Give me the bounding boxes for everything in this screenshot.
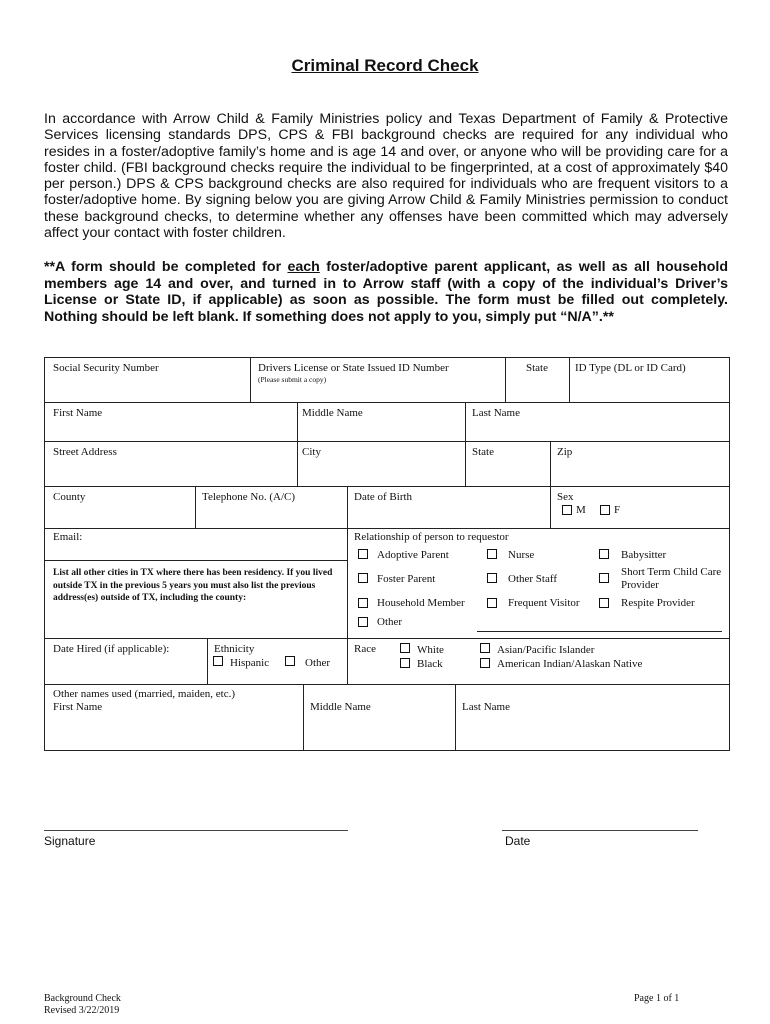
rel-other-staff-checkbox[interactable] xyxy=(487,573,497,583)
rel-foster-label: Foster Parent xyxy=(377,573,436,585)
phone-label: Telephone No. (A/C) xyxy=(202,491,296,503)
rel-foster-checkbox[interactable] xyxy=(358,573,368,583)
relationship-label: Relationship of person to requestor xyxy=(354,531,509,543)
notice-each: each xyxy=(287,259,320,275)
sex-label: Sex xyxy=(557,491,574,503)
race-native-checkbox[interactable] xyxy=(480,658,490,668)
dl-note: (Please submit a copy) xyxy=(258,375,327,384)
ssn-label: Social Security Number xyxy=(53,362,159,374)
rel-adoptive-checkbox[interactable] xyxy=(358,549,368,559)
other-names-label: Other names used (married, maiden, etc.) xyxy=(53,688,236,700)
rel-adoptive-label: Adoptive Parent xyxy=(377,549,449,561)
race-native-label: American Indian/Alaskan Native xyxy=(497,658,643,670)
date-label: Date xyxy=(505,834,531,848)
sex-m-checkbox[interactable] xyxy=(562,505,572,515)
rel-provider-label: Provider xyxy=(621,579,659,591)
rel-frequent-label: Frequent Visitor xyxy=(508,597,580,609)
date-hired-label: Date Hired (if applicable): xyxy=(53,643,170,655)
rel-household-checkbox[interactable] xyxy=(358,598,368,608)
signature-label: Signature xyxy=(44,834,96,848)
dob-label: Date of Birth xyxy=(354,491,413,503)
rel-other-label: Other xyxy=(377,616,403,628)
rel-frequent-checkbox[interactable] xyxy=(487,598,497,608)
rel-short-term-checkbox[interactable] xyxy=(599,573,609,583)
race-white-checkbox[interactable] xyxy=(400,643,410,653)
race-asian-checkbox[interactable] xyxy=(480,643,490,653)
race-black-label: Black xyxy=(417,658,443,670)
page-title: Criminal Record Check xyxy=(291,56,479,75)
county-label: County xyxy=(53,491,86,503)
notice-after: foster/adoptive parent applicant, as well as all household members age 14 and over, and turned in to Arrow staff (with a copy of the individual’s Driver’s License or State ID, if applicable) as soon as possible. The form must be filled out completely. Nothing should be left blank. If something does not apply to you, simply put “N/A”.** xyxy=(44,259,728,325)
signature-line[interactable] xyxy=(44,830,348,831)
rel-babysitter-checkbox[interactable] xyxy=(599,549,609,559)
notice-before: **A form should be completed for xyxy=(44,259,288,275)
email-label: Email: xyxy=(53,531,83,543)
race-black-checkbox[interactable] xyxy=(400,658,410,668)
id-type-label: ID Type (DL or ID Card) xyxy=(575,362,686,374)
other-names-last-label: Last Name xyxy=(462,701,510,713)
intro-paragraph: In accordance with Arrow Child & Family Ministries policy and Texas Department of Family & Protective Services licensing standards DPS, CPS & FBI background checks are required for any individual who resides in a foster/adoptive family’s home and is age 14 and over, or anyone who will be providing care for a foster child. (FBI background checks require the individual to be fingerprinted, at a cost of approximately $40 per person.) DPS & CPS background checks are also required for individuals who are frequent visitors to a foster/adoptive home. By signing below you are giving Arrow Child & Family Ministries permission to conduct these background checks, to determine whether any offenses have been committed which may adversely affect your contact with foster children. xyxy=(44,111,728,242)
dl-label: Drivers License or State Issued ID Number xyxy=(258,362,449,374)
street-label: Street Address xyxy=(53,446,117,458)
race-white-label: White xyxy=(417,644,444,656)
cities-note: List all other cities in TX where there has been residency. If you lived outside TX in the previous 5 years you must also list the previous address(es) outside of TX, including the county: xyxy=(53,568,333,603)
rel-household-label: Household Member xyxy=(377,597,465,609)
rel-respite-label: Respite Provider xyxy=(621,597,695,609)
middle-name-label: Middle Name xyxy=(302,407,363,419)
other-names-first-label: First Name xyxy=(53,701,103,713)
eth-hispanic-label: Hispanic xyxy=(230,657,270,669)
city-label: City xyxy=(302,446,321,458)
footer-form-name: Background Check xyxy=(44,993,121,1004)
sex-f-label: F xyxy=(614,504,621,516)
rel-respite-checkbox[interactable] xyxy=(599,598,609,608)
last-name-label: Last Name xyxy=(472,407,520,419)
eth-other-checkbox[interactable] xyxy=(285,656,295,666)
notice-paragraph xyxy=(44,259,728,325)
rel-babysitter-label: Babysitter xyxy=(621,549,667,561)
race-label: Race xyxy=(354,643,376,655)
eth-other-label: Other xyxy=(305,657,331,669)
zip-label: Zip xyxy=(557,446,573,458)
race-asian-label: Asian/Pacific Islander xyxy=(497,644,595,656)
first-name-label: First Name xyxy=(53,407,103,419)
footer-revised: Revised 3/22/2019 xyxy=(44,1005,120,1016)
rel-short-term-label: Short Term Child Care xyxy=(621,566,722,578)
date-line[interactable] xyxy=(502,830,698,831)
rel-other-staff-label: Other Staff xyxy=(508,573,557,585)
sex-f-checkbox[interactable] xyxy=(600,505,610,515)
state-label: State xyxy=(526,362,548,374)
ethnicity-label: Ethnicity xyxy=(214,643,255,655)
rel-nurse-checkbox[interactable] xyxy=(487,549,497,559)
page-number: Page 1 of 1 xyxy=(634,993,680,1004)
other-names-middle-label: Middle Name xyxy=(310,701,371,713)
rel-other-checkbox[interactable] xyxy=(358,617,368,627)
eth-hispanic-checkbox[interactable] xyxy=(213,656,223,666)
sex-m-label: M xyxy=(576,504,586,516)
state2-label: State xyxy=(472,446,494,458)
rel-nurse-label: Nurse xyxy=(508,549,535,561)
